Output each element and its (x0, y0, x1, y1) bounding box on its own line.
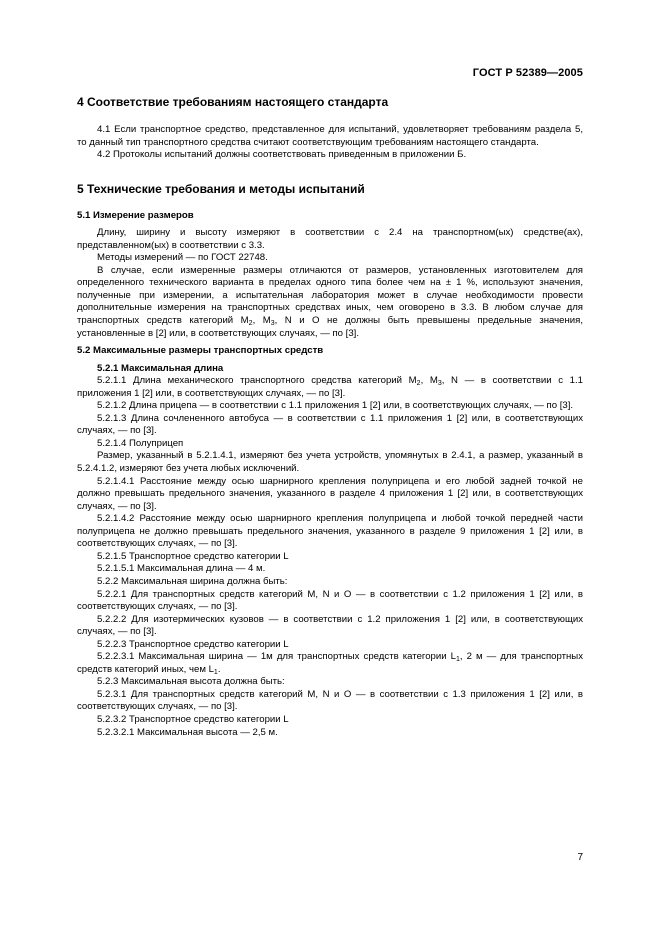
paragraph-5-2-2-1: 5.2.2.1 Для транспортных средств категорий М, N и О — в соответствии с 1.2 приложения 1 [2] или, в соответствующих случаях, — по [3]. (77, 588, 583, 613)
paragraph-5-2-3-1: 5.2.3.1 Для транспортных средств категорий М, N и О — в соответствии с 1.3 приложения 1 [2] или, в соответствующих случаях, — по [3]. (77, 688, 583, 713)
paragraph-5-2-1-3: 5.2.1.3 Длина сочлененного автобуса — в соответствии с 1.1 приложения 1 [2] или, в соответствующих случаях, — по [3]. (77, 412, 583, 437)
paragraph-5-2-1-1 (77, 375, 583, 400)
subscript: 3 (437, 380, 442, 388)
paragraph-5-2-1-4-1: 5.2.1.4.1 Расстояние между осью шарнирного крепления полуприцепа и его любой задней точкой не должно превышать предельного значения, указанного в разделе 4 приложения 1 [2] или, в соответствующих случаях, — по [3]. (77, 475, 583, 512)
paragraph-5-2-1-4-2: 5.2.1.4.2 Расстояние между осью шарнирного крепления полуприцепа и любой точкой передней части полуприцепа не должно превышать предельного значения, указанного в разделе 9 приложения 1 [2] или, в соответствующих случаях, — по [3]. (77, 513, 583, 550)
subscript: 2 (416, 380, 421, 388)
subsection-5-1-title: 5.1 Измерение размеров (77, 209, 194, 221)
text-run: , N — в соответствии с 1.1 приложения 1 [2] или, в соответствующих случаях, — по [3]. (77, 375, 584, 399)
paragraph-5-2-1-5-1: 5.2.1.5.1 Максимальная длина — 4 м. (97, 563, 266, 575)
paragraph-5-1-b: Методы измерений — по ГОСТ 22748. (97, 252, 268, 264)
text-run: 5.2.1.1 Длина механического транспортного средства категорий М (97, 375, 417, 387)
text-run: В случае, если измеренные размеры отличаются от размеров, установленных изготовителем для определенного технического варианта в пределах одного типа более чем на ± 1 %, используют значения, полученные при измерении, а испытательная лаборатория может в случае необходимости провести дополнительные измерения на транспортных средствах иных, чем оговорено в 3.3. В любом случае для транспортных средств категорий М (77, 264, 583, 327)
subsection-5-2-1-title: 5.2.1 Максимальная длина (97, 362, 224, 374)
text-run: , М (252, 315, 271, 327)
paragraph-4-2: 4.2 Протоколы испытаний должны соответствовать приведенным в приложении Б. (97, 149, 467, 161)
paragraph-5-2-3-2-1: 5.2.3.2.1 Максимальная высота — 2,5 м. (97, 726, 278, 738)
text-run: . (217, 663, 221, 675)
subscript: 2 (248, 320, 253, 328)
text-run: , М (420, 375, 438, 387)
subscript: 1 (213, 668, 218, 676)
section-5-title: 5 Технические требования и методы испытаний (77, 181, 365, 196)
paragraph-5-2-2: 5.2.2 Максимальная ширина должна быть: (97, 575, 288, 587)
text-run: , 2 м — для транспортных средств категорий иных, чем L (77, 651, 583, 675)
subscript: 1 (455, 656, 460, 664)
document-header: ГОСТ Р 52389—2005 (472, 67, 583, 79)
paragraph-5-2-2-3: 5.2.2.3 Транспортное средство категории L (97, 638, 289, 650)
subsection-5-2-title: 5.2 Максимальные размеры транспортных средств (77, 345, 324, 357)
subscript: 3 (270, 320, 275, 328)
text-run: 5.2.2.3.1 Максимальная ширина — 1м для транспортных средств категории L (97, 651, 456, 663)
paragraph-5-2-1-5: 5.2.1.5 Транспортное средство категории L (97, 550, 289, 562)
paragraph-5-2-2-2: 5.2.2.2 Для изотермических кузовов — в соответствии с 1.2 приложения 1 [2] или, в соответствующих случаях, — по [3]. (77, 613, 583, 638)
page-content (77, 90, 583, 739)
paragraph-5-1-c (77, 265, 583, 340)
paragraph-5-2-3-2: 5.2.3.2 Транспортное средство категории L (97, 713, 289, 725)
section-4-title: 4 Соответствие требованиям настоящего стандарта (77, 95, 389, 109)
paragraph-5-2-1-4: 5.2.1.4 Полуприцеп (97, 437, 184, 449)
paragraph-5-2-1-2: 5.2.1.2 Длина прицепа — в соответствии с 1.1 приложения 1 [2] или, в соответствующих случаях, — по [3]. (97, 400, 574, 412)
page-number: 7 (577, 852, 583, 863)
text-run: , N и О не должны быть превышены предельные значения, установленные в [2] или, в соответствующих случаях, — по [3]. (77, 315, 583, 339)
paragraph-5-2-3: 5.2.3 Максимальная высота должна быть: (97, 676, 285, 688)
paragraph-5-1-a: Длину, ширину и высоту измеряют в соответствии с 2.4 на транспортном(ых) средстве(ах), представленном(ых) в соответствии с 3.3. (77, 227, 583, 251)
paragraph-4-1: 4.1 Если транспортное средство, представленное для испытаний, удовлетворяет требованиям раздела 5, то данный тип транспортного средства считают соответствующим требованиям настоящего стандарта. (77, 124, 583, 148)
paragraph-5-2-2-3-1 (77, 651, 583, 676)
paragraph-5-2-1-4-text: Размер, указанный в 5.2.1.4.1, измеряют без учета устройств, упомянутых в 2.4.1, а размер, указанный в 5.2.4.1.2, измеряют без учета любых исключений. (77, 450, 583, 475)
